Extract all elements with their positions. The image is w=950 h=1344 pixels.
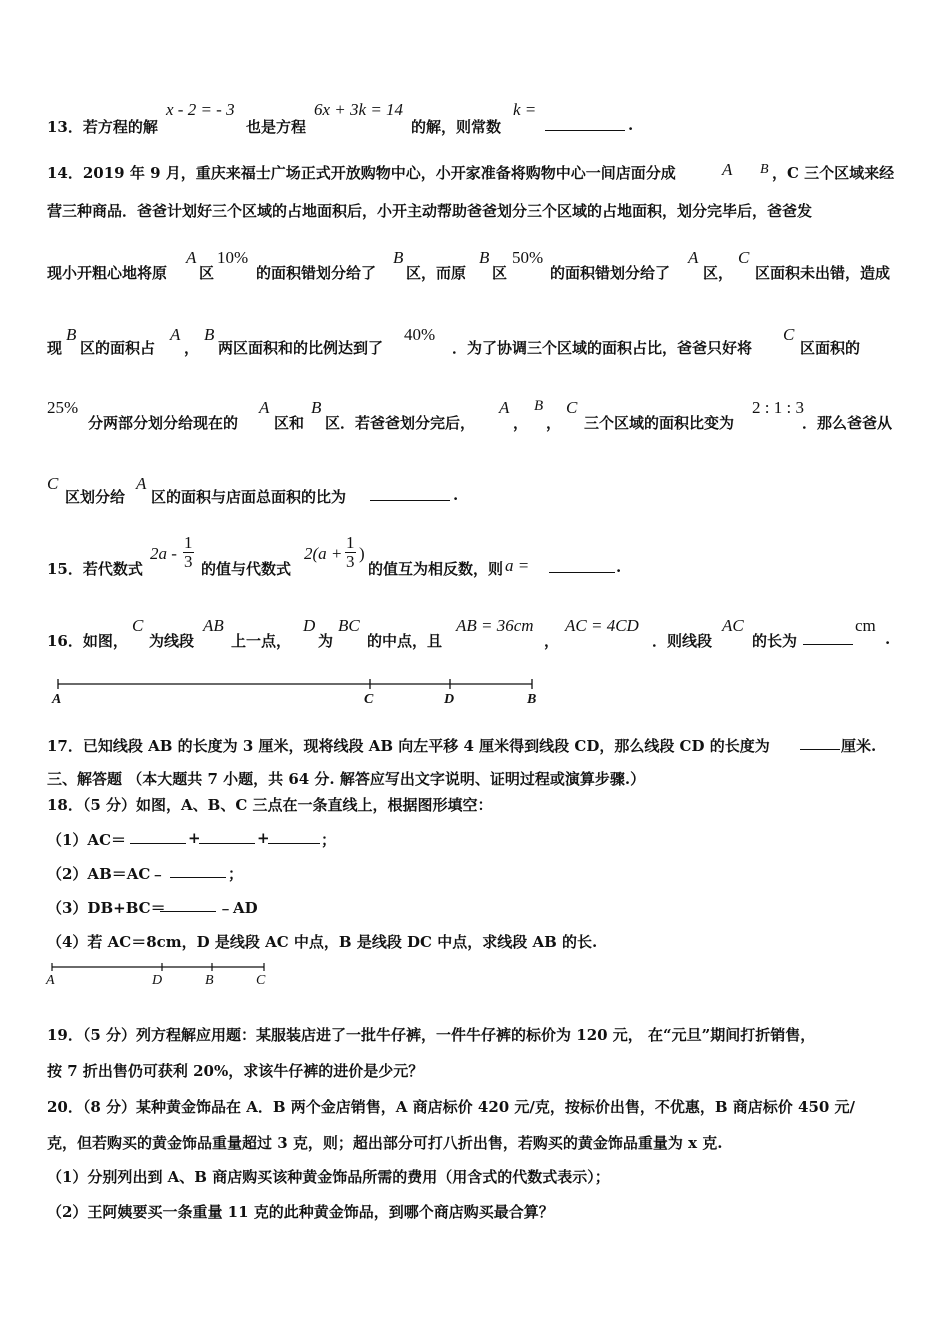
q18-s3-a: （3）DB+BC＝: [47, 899, 166, 917]
q14-l6-a: 区划分给: [65, 488, 126, 506]
q18-s1-plus1: +: [188, 829, 201, 847]
q18-label-B: B: [205, 973, 214, 988]
q16-equation-1: AB = 36cm: [456, 616, 534, 635]
q14-l3-A2: A: [688, 248, 699, 267]
q14-l5-B: B: [311, 398, 322, 417]
q18-s1-a: （1）AC＝: [47, 831, 127, 849]
q14-l4-a: 现: [47, 339, 63, 357]
q20-line2: 克，但若购买的黄金饰品重量超过 3 克，则；超出部分可打八折出售，若购买的黄金饰品重量为 x 克.: [47, 1134, 723, 1152]
q18-s1-blank1[interactable]: [130, 829, 186, 844]
q16-var-AB: AB: [203, 616, 224, 635]
q18-s2-a: （2）AB＝AC﹣: [47, 865, 166, 883]
q20-line1: 20．（8 分）某种黄金饰品在 A．B 两个金店销售，A 商店标价 420 元/克，按标价出售，不优惠，B 商店标价 450 元/: [47, 1098, 856, 1116]
q13-end: .: [628, 116, 634, 134]
q14-l6-end: .: [453, 486, 459, 504]
q14-l3-f: 的面积错划分给了: [550, 264, 671, 282]
q14-l3-percent2: 50%: [512, 248, 544, 267]
q13-text-post: 的解，则常数: [411, 118, 502, 136]
q19-line1: 19．（5 分）列方程解应用题：某服装店进了一批牛仔裤，一件牛仔裤的标价为 120 元， 在“元旦”期间打折销售，: [47, 1026, 816, 1044]
q14-l6-A: A: [136, 474, 147, 493]
q15-fraction-1: [183, 534, 194, 571]
q15-end: .: [616, 558, 622, 576]
q14-l4-B: B: [66, 325, 77, 344]
q14-l4-e: ．为了协调三个区域的面积占比，爸爸只好将: [452, 339, 753, 357]
q20-s2: （2）王阿姨要买一条重量 11 克的此种黄金饰品，到哪个商店购买最合算？: [47, 1203, 554, 1221]
q18-s1-blank3[interactable]: [268, 829, 320, 844]
q14-l3-e: 区: [492, 264, 508, 282]
q18-label-A: A: [46, 973, 55, 988]
q13-variable-k: k =: [513, 100, 537, 119]
q18-s1-blank2[interactable]: [199, 829, 255, 844]
q15-pre: 15．若代数式: [47, 560, 143, 578]
q18-s3-blank[interactable]: [160, 897, 216, 912]
q15-expr1: 2a -: [150, 544, 177, 563]
q16-comma: ，: [544, 632, 560, 650]
section-3-text: 三、解答题 （本大题共 7 小题，共 64 分. 解答应写出文字说明、证明过程或演算步骤.）: [47, 770, 646, 788]
q14-l3-B2: B: [479, 248, 490, 267]
q13-equation-1: x - 2 = - 3: [166, 100, 235, 119]
q15-fraction-2: [345, 534, 356, 571]
q16-equation-2: AC = 4CD: [565, 616, 639, 635]
q15-f2-denominator: 3: [346, 552, 355, 571]
q15-variable-a: a =: [505, 556, 530, 575]
q14-l4-B2: B: [204, 325, 215, 344]
q14-l6-b: 区的面积与店面总面积的比为: [151, 488, 347, 506]
q16-line-segment-figure: [48, 676, 548, 710]
q14-l3-d: 区，而原: [406, 264, 467, 282]
q14-line1-end: ，C 三个区域来经: [772, 164, 895, 182]
q17-answer-blank[interactable]: [800, 735, 840, 750]
q15-f1-denominator: 3: [184, 552, 193, 571]
q17-text: 17．已知线段 AB 的长度为 3 厘米，现将线段 AB 向左平移 4 厘米得到线段 CD，那么线段 CD 的长度为: [47, 737, 770, 755]
q16-label-C: C: [364, 692, 374, 707]
q16-var-AC: AC: [722, 616, 744, 635]
q14-l4-d: 两区面积和的比例达到了: [218, 339, 384, 357]
q16-f: 的长为: [752, 632, 798, 650]
q18-s4: （4）若 AC＝8cm，D 是线段 AC 中点，B 是线段 DC 中点，求线段 AB 的长.: [47, 933, 598, 951]
q14-l4-A: A: [170, 325, 181, 344]
q14-l6-C: C: [47, 474, 59, 493]
q16-pre: 16．如图，: [47, 632, 128, 650]
q20-s1: （1）分别列出到 A、B 商店购买该种黄金饰品所需的费用（用含式的代数式表示）；: [47, 1168, 610, 1186]
q15-f2-numerator: 1: [346, 533, 355, 552]
q16-unit: cm: [855, 616, 876, 635]
q14-l5-C: C: [566, 398, 578, 417]
q14-l3-g: 区，: [703, 264, 734, 282]
q14-l3-B: B: [393, 248, 404, 267]
q14-var-B: B: [760, 162, 769, 177]
q14-l5-d: 三个区域的面积比变为: [584, 414, 735, 432]
q13-text-pre: 13．若方程的解: [47, 118, 158, 136]
q14-l5-c: 区．若爸爸划分完后，: [325, 414, 476, 432]
q14-l4-c: ，: [184, 339, 200, 357]
q18-title: 18．（5 分）如图，A、B、C 三点在一条直线上，根据图形填空：: [47, 796, 493, 814]
q16-var-C: C: [132, 616, 144, 635]
q14-var-A: A: [722, 160, 733, 179]
q15-mid: 的值与代数式: [201, 560, 292, 578]
q14-l5-comma2: ，: [546, 414, 562, 432]
q14-l3-a: 现小开粗心地将原: [47, 264, 168, 282]
q19-line2: 按 7 折出售仍可获利 20%，求该牛仔裤的进价是少元？: [47, 1062, 424, 1080]
q14-line2: 营三种商品．爸爸计划好三个区域的占地面积后，小开主动帮助爸爸划分三个区域的占地面积，划分完毕后，爸爸发: [47, 202, 813, 220]
q18-s1-plus2: +: [257, 829, 270, 847]
q16-var-D: D: [303, 616, 316, 635]
q13-text-mid: 也是方程: [246, 118, 307, 136]
q14-l5-A: A: [259, 398, 270, 417]
q14-l3-c: 的面积错划分给了: [256, 264, 377, 282]
q15-expr2b: ): [359, 544, 365, 563]
q16-c: 为: [318, 632, 334, 650]
q15-answer-blank[interactable]: [549, 558, 615, 573]
q14-l5-e: ．那么爸爸从: [802, 414, 893, 432]
q14-l4-f: 区面积的: [800, 339, 861, 357]
q18-s2-blank[interactable]: [170, 863, 226, 878]
q14-l5-comma1: ，: [513, 414, 529, 432]
q14-l5-A2: A: [499, 398, 510, 417]
q14-l3-percent1: 10%: [217, 248, 249, 267]
q15-f1-numerator: 1: [184, 533, 193, 552]
q16-a: 为线段: [149, 632, 195, 650]
q16-var-BC: BC: [338, 616, 360, 635]
q14-l5-b: 区和: [274, 414, 305, 432]
q16-end: .: [885, 630, 891, 648]
q14-l4-percent: 40%: [404, 325, 436, 344]
q16-d: 的中点，且: [367, 632, 443, 650]
q14-l5-B2: B: [534, 398, 544, 414]
q14-l3-A: A: [186, 248, 197, 267]
q16-label-A: A: [52, 692, 62, 707]
q16-label-D: D: [444, 692, 455, 707]
q13-answer-blank[interactable]: [545, 116, 625, 131]
q18-s3-end: ﹣AD: [218, 899, 258, 917]
q15-expr2a: 2(a +: [304, 544, 343, 563]
q14-l5-percent: 25%: [47, 398, 79, 417]
q16-b: 上一点，: [231, 632, 292, 650]
q18-label-C: C: [256, 973, 266, 988]
q17-end: 厘米.: [841, 737, 877, 755]
q14-answer-blank[interactable]: [370, 486, 450, 501]
q18-s2-end: ；: [228, 865, 244, 883]
q15-post: 的值互为相反数，则: [368, 560, 504, 578]
q14-line1: 14．2019 年 9 月，重庆来福士广场正式开放购物中心，小开家准备将购物中心一间店面分成: [47, 164, 676, 182]
q16-answer-blank[interactable]: [803, 630, 853, 645]
q14-l3-C: C: [738, 248, 750, 267]
q18-label-D: D: [152, 973, 163, 988]
q16-label-B: B: [527, 692, 537, 707]
q14-l4-C: C: [783, 325, 795, 344]
q16-e: ．则线段: [652, 632, 713, 650]
q14-l3-h: 区面积未出错，造成: [755, 264, 891, 282]
q14-l5-a: 分两部分划分给现在的: [88, 414, 239, 432]
q14-l4-b: 区的面积占: [80, 339, 156, 357]
q14-l3-b: 区: [199, 264, 215, 282]
q18-s1-end: ；: [321, 831, 337, 849]
q13-equation-2: 6x + 3k = 14: [314, 100, 404, 119]
q14-l5-ratio: 2 : 1 : 3: [752, 398, 804, 417]
